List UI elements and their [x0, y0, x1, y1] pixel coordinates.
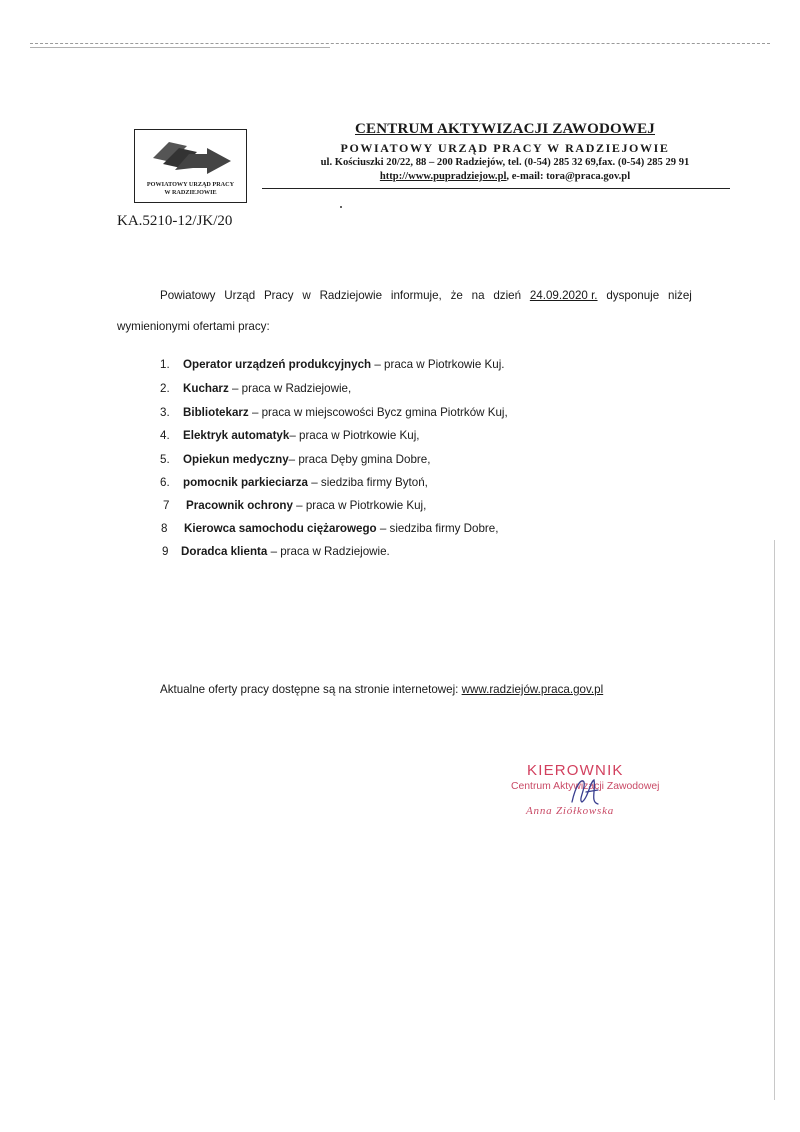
- job-title: Elektryk automatyk: [183, 429, 290, 442]
- footer-text: Aktualne oferty pracy dostępne są na stronie internetowej:: [160, 683, 462, 696]
- stamp-heading: KIEROWNIK: [527, 762, 624, 779]
- logo-line-2: W RADZIEJOWIE: [164, 189, 217, 196]
- handwritten-signature: [568, 772, 608, 812]
- job-location: – praca w Piotrkowie Kuj.: [371, 358, 505, 371]
- job-title: Opiekun medyczny: [183, 453, 289, 466]
- reference-number: KA.5210-12/JK/20: [117, 213, 233, 229]
- job-location: – praca w Radziejowie,: [228, 382, 352, 395]
- header-contact: [280, 171, 730, 182]
- intro-word: niżej: [668, 289, 692, 302]
- intro-word: Powiatowy: [160, 289, 216, 302]
- header-subtitle: POWIATOWY URZĄD PRACY W RADZIEJOWIE: [340, 141, 670, 155]
- item-number: 7: [163, 499, 170, 512]
- job-location: – praca w Piotrkowie Kuj,: [292, 499, 427, 512]
- logo-caption: [135, 181, 246, 197]
- job-location: – siedziba firmy Dobre,: [376, 522, 499, 535]
- item-number: 2.: [160, 382, 170, 395]
- offers-website-link[interactable]: www.radziejów.praca.gov.pl: [461, 683, 604, 696]
- job-location: – praca w Piotrkowie Kuj,: [289, 429, 420, 442]
- intro-date: 24.09.2020 r.: [529, 289, 598, 302]
- item-number: 5.: [160, 453, 170, 466]
- stamp-department: Centrum Aktywizacji Zawodowej: [511, 781, 660, 792]
- job-title: Bibliotekarz: [183, 406, 249, 419]
- website-link[interactable]: http://www.pupradziejow.pl: [379, 171, 507, 182]
- job-location: – praca w miejscowości Bycz gmina Piotrków Kuj,: [248, 406, 508, 419]
- intro-word: informuje,: [390, 289, 442, 302]
- item-number: 4.: [160, 429, 170, 442]
- intro-word: dysponuje: [606, 289, 660, 302]
- item-number: 6.: [160, 476, 170, 489]
- logo-arrows-icon: [149, 136, 235, 180]
- intro-word: w: [302, 289, 311, 302]
- intro-word: Urząd: [224, 289, 256, 302]
- job-location: – praca w Radziejowie.: [267, 545, 390, 558]
- email-text: , e-mail: tora@praca.gov.pl: [506, 171, 631, 182]
- scan-artifact-line: [30, 47, 330, 48]
- item-number: 8: [161, 522, 168, 535]
- header-address: ul. Kościuszki 20/22, 88 – 200 Radziejów, tel. (0-54) 285 32 69,fax. (0-54) 285 29 91: [320, 157, 690, 168]
- scan-edge: [774, 540, 775, 1100]
- scan-artifact-line: [30, 43, 770, 44]
- footer-note: [160, 683, 603, 696]
- header-title: CENTRUM AKTYWIZACJI ZAWODOWEJ: [355, 121, 655, 137]
- intro-word: Radziejowie: [319, 289, 383, 302]
- intro-word: na: [471, 289, 485, 302]
- intro-word: Pracy: [263, 289, 294, 302]
- job-title: Doradca klienta: [181, 545, 268, 558]
- stamp-name: Anna Ziółkowska: [526, 805, 615, 817]
- job-title: Pracownik ochrony: [186, 499, 293, 512]
- logo-line-1: POWIATOWY URZĄD PRACY: [146, 181, 235, 188]
- job-location: – siedziba firmy Bytoń,: [308, 476, 428, 489]
- intro-line-1: [160, 289, 692, 302]
- header-rule: [262, 188, 730, 189]
- job-title: Operator urządzeń produkcyjnych: [183, 358, 372, 371]
- scan-speck: [340, 206, 342, 208]
- intro-word: dzień: [493, 289, 522, 302]
- item-number: 3.: [160, 406, 170, 419]
- intro-word: że: [450, 289, 463, 302]
- intro-line-2: wymienionymi ofertami pracy:: [117, 320, 270, 333]
- job-title: pomocnik parkieciarza: [183, 476, 309, 489]
- office-logo: [134, 129, 247, 203]
- item-number: 9: [162, 545, 169, 558]
- job-location: – praca Dęby gmina Dobre,: [288, 453, 431, 466]
- item-number: 1.: [160, 358, 170, 371]
- job-title: Kierowca samochodu ciężarowego: [184, 522, 377, 535]
- job-title: Kucharz: [183, 382, 229, 395]
